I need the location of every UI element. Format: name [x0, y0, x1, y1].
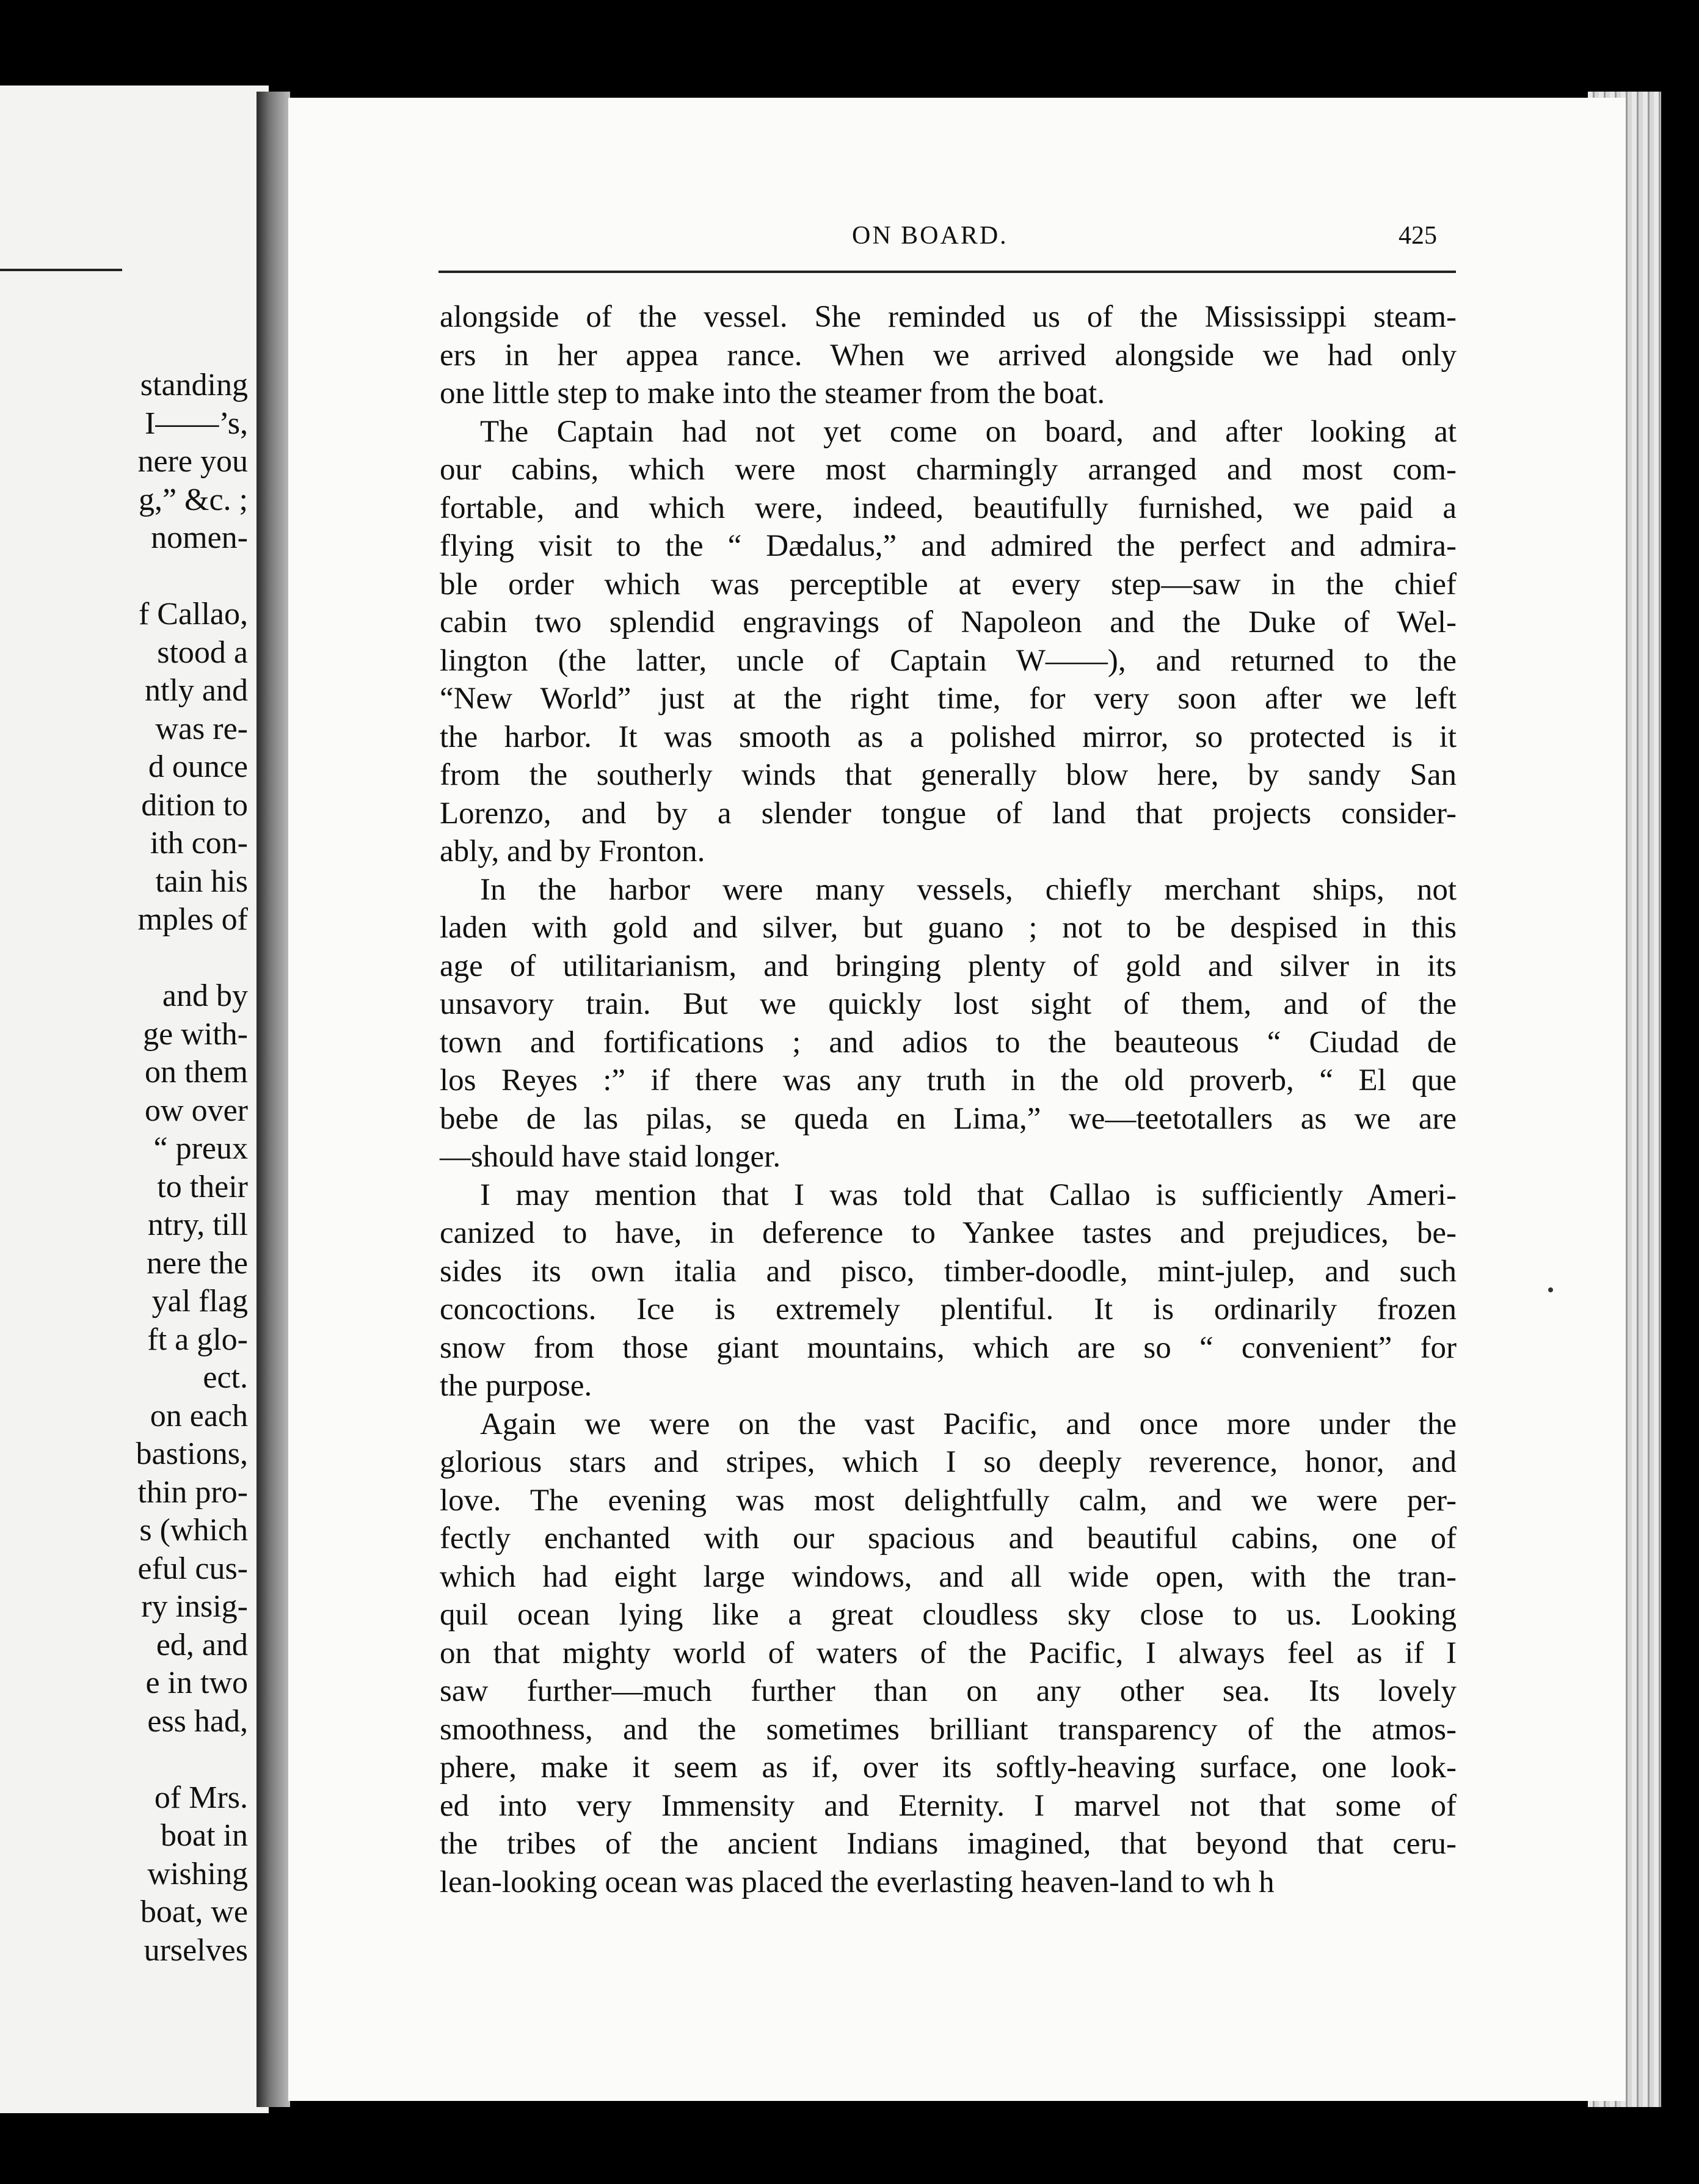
facing-page-line [0, 1741, 248, 1779]
facing-page-line: e in two [145, 1665, 248, 1700]
page-number: 425 [1399, 222, 1437, 250]
text-line: —should have staid longer. [440, 1140, 781, 1174]
text-line: ably, and by Fronton. [440, 834, 705, 868]
text-line: glorious stars and stripes, which I so deeply reverence, honor, and [440, 1445, 1457, 1479]
facing-page-line: nere you [137, 444, 248, 479]
facing-page-line: boat, we [140, 1895, 248, 1929]
facing-page-line: f Callao, [138, 597, 248, 632]
facing-page-line: ith con- [150, 826, 248, 861]
facing-page-text [0, 366, 248, 1970]
text-line: unsavory train. But we quickly lost sight of them, and of the [440, 987, 1457, 1021]
text-line: alongside of the vessel. She reminded us of the Mississippi steam- [440, 300, 1457, 334]
text-line: lington (the latter, uncle of Captain W——), and returned to the [440, 643, 1457, 678]
facing-page-line: was re- [155, 711, 248, 746]
text-line: ble order which was perceptible at every step—saw in the chief [440, 567, 1457, 602]
facing-page-line: tain his [155, 864, 248, 899]
facing-page [0, 86, 269, 2113]
text-line: saw further—much further than on any other sea. Its lovely [440, 1674, 1457, 1708]
facing-page-line: ry insig- [141, 1589, 248, 1624]
running-head: ON BOARD. [852, 222, 1008, 250]
facing-page-line: ess had, [147, 1703, 248, 1739]
facing-page-line: d ounce [148, 749, 248, 784]
facing-page-line: g,” &c. ; [138, 482, 248, 517]
text-line: concoctions. Ice is extremely plentiful. It is ordinarily frozen [440, 1292, 1457, 1327]
facing-page-line: of Mrs. [154, 1780, 248, 1815]
text-line: “New World” just at the right time, for very soon after we left [440, 682, 1457, 716]
text-line: snow from those giant mountains, which are so “ convenient” for [440, 1330, 1457, 1365]
text-line: phere, make it seem as if, over its softly-heaving surface, one look- [440, 1750, 1457, 1785]
paragraph [440, 413, 1457, 871]
text-line: smoothness, and the sometimes brilliant transparency of the atmos- [440, 1712, 1457, 1747]
text-line: sides its own italia and pisco, timber-doodle, mint-julep, and such [440, 1254, 1457, 1289]
facing-page-line: thin pro- [137, 1474, 248, 1510]
text-line: the purpose. [440, 1369, 592, 1403]
text-line: I may mention that I was told that Callao is sufficiently Ameri- [480, 1178, 1457, 1212]
paragraph [440, 1405, 1457, 1902]
facing-page-line: ntly and [145, 673, 248, 708]
text-line: our cabins, which were most charmingly arranged and most com- [440, 453, 1457, 487]
text-line: cabin two splendid engravings of Napoleon and the Duke of Wel- [440, 605, 1457, 639]
facing-page-line: boat in [161, 1818, 248, 1853]
facing-page-line: to their [157, 1169, 248, 1204]
facing-page-line: ntry, till [147, 1207, 248, 1242]
facing-page-line: s (which [139, 1513, 248, 1548]
facing-page-line: ed, and [156, 1627, 248, 1662]
text-line: age of utilitarianism, and bringing plenty of gold and silver in its [440, 948, 1457, 983]
text-line: lean-looking ocean was placed the everlasting heaven-land to wh h [440, 1865, 1275, 1899]
text-line: one little step to make into the steamer from the boat. [440, 376, 1105, 410]
text-line: love. The evening was most delightfully calm, and we were per- [440, 1483, 1457, 1518]
text-line: town and fortifications ; and adios to the beauteous “ Ciudad de [440, 1025, 1457, 1060]
text-line: The Captain had not yet come on board, and after looking at [480, 414, 1457, 449]
text-line: Lorenzo, and by a slender tongue of land that projects consider- [440, 796, 1457, 831]
facing-page-line: “ preux [153, 1131, 248, 1166]
facing-page-line: ect. [203, 1360, 248, 1395]
facing-page-line: and by [162, 978, 248, 1013]
facing-page-line: nomen- [151, 520, 248, 555]
text-line: on that mighty world of waters of the Pacific, I always feel as if I [440, 1636, 1457, 1670]
facing-page-line [0, 939, 248, 978]
text-line: laden with gold and silver, but guano ; not to be despised in this [440, 911, 1457, 945]
text-line: fectly enchanted with our spacious and beautiful cabins, one of [440, 1521, 1457, 1556]
facing-page-line: bastions, [136, 1436, 248, 1471]
text-line: canized to have, in deference to Yankee tastes and prejudices, be- [440, 1216, 1457, 1250]
text-line: quil ocean lying like a great cloudless sky close to us. Looking [440, 1598, 1457, 1632]
facing-page-line: wishing [147, 1856, 248, 1891]
facing-page-line: ge with- [143, 1016, 248, 1052]
facing-page-line: yal flag [151, 1284, 248, 1319]
facing-page-line: urselves [144, 1932, 248, 1968]
text-line: fortable, and which were, indeed, beautifully furnished, we paid a [440, 490, 1457, 525]
paragraph [440, 298, 1457, 413]
text-line: ed into very Immensity and Eternity. I marvel not that some of [440, 1788, 1457, 1823]
text-line: flying visit to the “ Dædalus,” and admired the perfect and admira- [440, 529, 1457, 563]
facing-page-line [0, 558, 248, 596]
facing-page-line: ow over [145, 1093, 248, 1128]
text-line: Again we were on the vast Pacific, and once more under the [480, 1407, 1457, 1441]
facing-page-line: standing [140, 368, 248, 402]
text-line: ers in her appea rance. When we arrived alongside we had only [440, 338, 1457, 373]
body-text [440, 298, 1457, 1901]
facing-page-line: nere the [146, 1245, 248, 1281]
text-line: los Reyes :” if there was any truth in the old proverb, “ El que [440, 1063, 1457, 1097]
text-line: which had eight large windows, and all wide open, with the tran- [440, 1559, 1457, 1594]
text-line: In the harbor were many vessels, chiefly merchant ships, not [480, 872, 1457, 907]
ink-speck [1548, 1287, 1553, 1292]
facing-page-line: dition to [141, 787, 248, 823]
text-line: from the southerly winds that generally blow here, by sandy San [440, 758, 1457, 792]
facing-page-line: mples of [137, 902, 248, 937]
paragraph [440, 1176, 1457, 1405]
paragraph [440, 871, 1457, 1176]
facing-page-line: on them [145, 1055, 248, 1090]
book-gutter [256, 92, 290, 2107]
facing-page-rule [0, 269, 122, 271]
facing-page-line: stood a [157, 635, 248, 670]
facing-page-line: I——’s, [145, 406, 248, 441]
facing-page-line: ft a glo- [147, 1322, 248, 1357]
text-line: the harbor. It was smooth as a polished mirror, so protected is it [440, 719, 1457, 754]
text-line: the tribes of the ancient Indians imagined, that beyond that ceru- [440, 1827, 1457, 1861]
facing-page-line: eful cus- [137, 1551, 248, 1586]
header-rule [438, 271, 1456, 273]
facing-page-line: on each [150, 1398, 248, 1433]
text-line: bebe de las pilas, se queda en Lima,” we—teetotallers as we are [440, 1101, 1457, 1136]
